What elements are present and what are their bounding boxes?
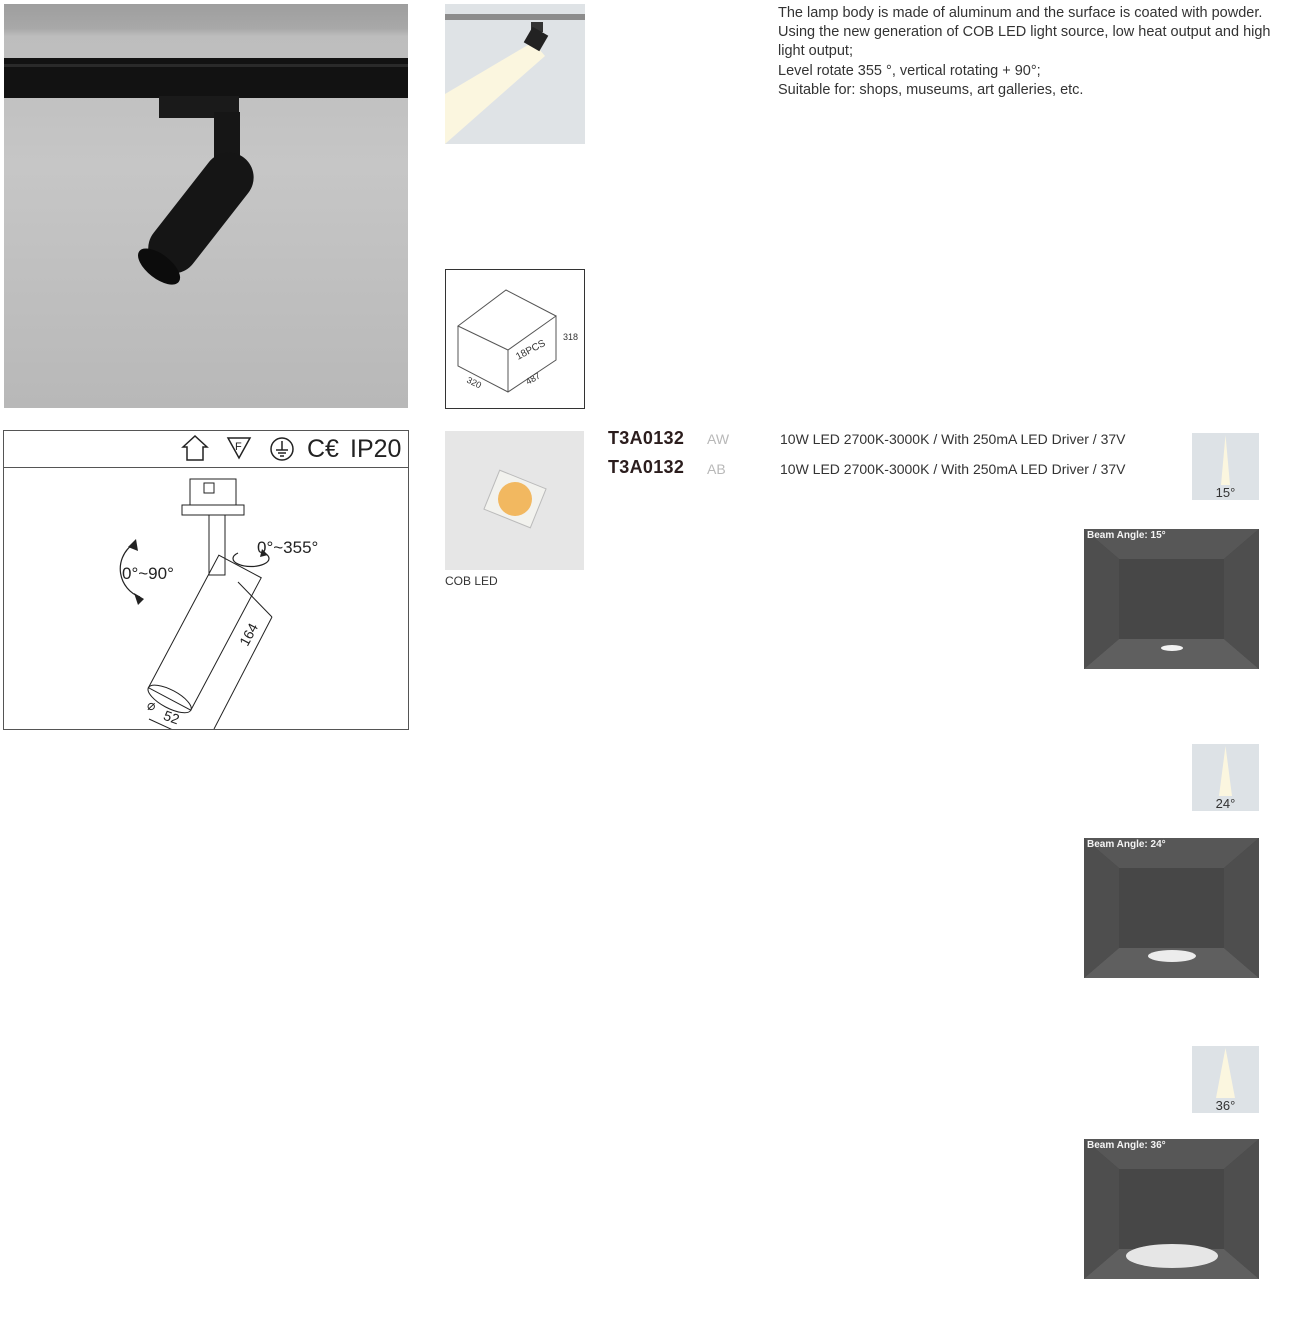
beam-icon-15	[1192, 433, 1259, 500]
description-line-2: Using the new generation of COB LED light source, low heat output and high	[778, 24, 1271, 40]
lamp-outline-drawing	[4, 467, 408, 729]
beam-render-15	[1084, 529, 1259, 669]
length-dimension: 164	[236, 620, 262, 649]
indoor-house-icon	[180, 434, 210, 462]
beam-render-title: Beam Angle: 24°	[1087, 839, 1166, 850]
beam-icon-36	[1192, 1046, 1259, 1113]
beam-icon-label: 15°	[1215, 485, 1236, 500]
description-line-5: Suitable for: shops, museums, art galleries, etc.	[778, 82, 1084, 98]
packaging-box-diagram	[445, 269, 585, 409]
diameter-symbol-icon: ⌀	[147, 697, 156, 713]
ground-earth-icon	[269, 436, 295, 462]
diameter-dimension: 52	[161, 707, 182, 728]
pack-width: 320	[465, 374, 484, 391]
vertical-rotation-label: 0°~90°	[122, 564, 174, 583]
beam-icon-label: 24°	[1215, 796, 1236, 811]
cob-led-label: COB LED	[445, 574, 498, 588]
ip-rating: IP20	[350, 435, 402, 463]
model-finish-1: AW	[707, 431, 730, 447]
certification-bar	[4, 431, 408, 468]
pack-pcs: 18PCS	[514, 338, 548, 363]
dimension-drawing-panel	[3, 430, 409, 730]
cob-led-photo	[445, 431, 584, 570]
track-light-illustration	[4, 4, 408, 408]
adjustment-illustration	[445, 4, 585, 144]
beam-render-title: Beam Angle: 15°	[1087, 530, 1166, 541]
f-mark-icon	[226, 435, 252, 461]
model-code-2: T3A0132	[608, 457, 685, 477]
model-spec-2: 10W LED 2700K-3000K / With 250mA LED Driver / 37V	[780, 461, 1126, 477]
model-spec-1: 10W LED 2700K-3000K / With 250mA LED Driver / 37V	[780, 431, 1126, 447]
beam-icon-24	[1192, 744, 1259, 811]
model-finish-2: AB	[707, 461, 726, 477]
ce-mark-icon: C€	[307, 435, 339, 463]
svg-text:F: F	[235, 441, 242, 453]
beam-render-24	[1084, 838, 1259, 978]
description-line-3: light output;	[778, 43, 853, 59]
pack-length: 487	[524, 370, 543, 387]
horizontal-rotation-label: 0°~355°	[257, 538, 319, 557]
beam-icon-label: 36°	[1215, 1098, 1236, 1113]
model-code-1: T3A0132	[608, 428, 685, 448]
beam-render-36	[1084, 1139, 1259, 1279]
pack-height: 318	[563, 332, 579, 342]
product-photo	[4, 4, 408, 408]
beam-render-title: Beam Angle: 36°	[1087, 1140, 1166, 1151]
description-line-4: Level rotate 355 °, vertical rotating + 90°;	[778, 63, 1041, 79]
description-line-1: The lamp body is made of aluminum and the surface is coated with powder.	[778, 5, 1263, 21]
